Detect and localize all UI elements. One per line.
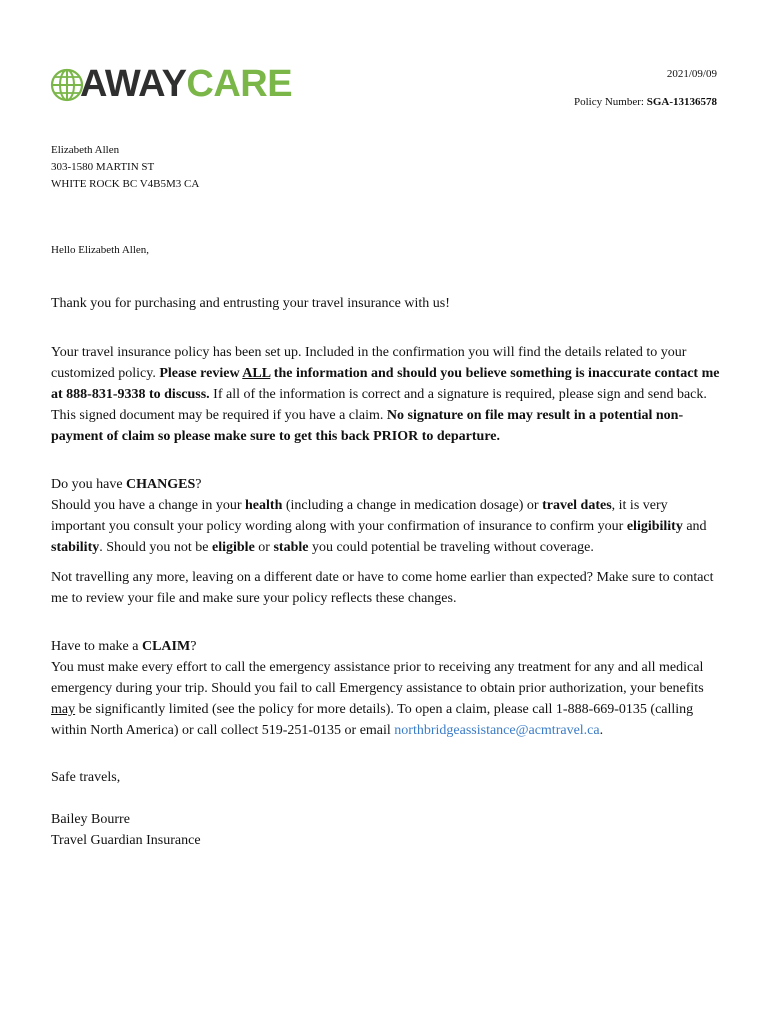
cb-9: . Should you not be <box>99 540 213 555</box>
claim-paragraph <box>51 657 721 741</box>
closing: Safe travels, <box>51 770 121 785</box>
awaycare-logo <box>50 64 292 104</box>
policy-number-value: SGA-13136578 <box>646 96 717 108</box>
assistance-email-link[interactable]: northbridgeassistance@acmtravel.ca <box>394 723 600 738</box>
changes-text-a: Do you have <box>51 477 127 492</box>
greeting: Hello Elizabeth Allen, <box>51 244 150 256</box>
cl-may: may <box>51 702 76 717</box>
changes-paragraph <box>51 495 721 558</box>
p1-bold-d: the information and should you believe something is inaccurate contact me at 888-831-9338 to discuss. <box>51 366 720 402</box>
letter-body <box>51 240 721 851</box>
cb-7: and <box>682 519 707 534</box>
claim-heading <box>51 636 721 657</box>
cb-11: or <box>254 540 274 555</box>
travelling-paragraph: Not travelling any more, leaving on a different date or have to come home earlier than expected? Make sure to contact me to review your file and make sure your policy reflects these changes. <box>51 570 714 606</box>
changes-heading <box>51 474 721 495</box>
cb-health: health <box>245 498 283 513</box>
letter-header <box>574 68 717 108</box>
recipient-name: Elizabeth Allen <box>51 144 120 156</box>
p1-text-e: If all of the information is correct and a signature is required, please sign and send back. This signed document may be required if you have a claim. <box>51 387 707 423</box>
globe-icon <box>50 68 84 102</box>
recipient-address <box>51 142 199 193</box>
cb-13: you could potential be traveling without coverage. <box>308 540 594 555</box>
cb-eligible: eligible <box>212 540 255 555</box>
p1-bold-f: No signature on file may result in a potential non-payment of claim so please make sure to get this back PRIOR to departure. <box>51 408 684 444</box>
claim-text-c: ? <box>190 639 197 654</box>
claim-bold: CLAIM <box>141 639 191 654</box>
policy-label: Policy Number: <box>574 96 647 108</box>
p1-text-a: Your travel insurance policy has been set up. Included in the confirmation you will find the details related to your customized policy. <box>51 345 687 381</box>
logo-away-text: AWAY <box>80 63 187 105</box>
thanks-line: Thank you for purchasing and entrusting your travel insurance with us! <box>51 296 450 311</box>
cb-travel-dates: travel dates <box>542 498 612 513</box>
cl-1: You must make every effort to call the emergency assistance prior to receiving any treatment for any and all medical emergency during your trip. Should you fail to call Emergency assistance to obtain prior authorization, your benefits <box>51 660 704 696</box>
cb-5: , it is very important you consult your policy wording along with your confirmation of insurance to confirm your <box>51 498 668 534</box>
cl-3: be significantly limited (see the policy for more details). To open a claim, please call 1-888-669-0135 (calling within North America) or call collect 519-251-0135 or email <box>51 702 694 738</box>
letter-date: 2021/09/09 <box>666 68 717 80</box>
signature-name: Bailey Bourre <box>51 812 130 827</box>
p1-underline-all: ALL <box>242 366 271 381</box>
recipient-city: WHITE ROCK BC V4B5M3 CA <box>51 178 200 190</box>
cb-eligibility: eligibility <box>626 519 683 534</box>
policy-setup-paragraph <box>51 342 721 447</box>
cb-3: (including a change in medication dosage) or <box>282 498 543 513</box>
claim-text-a: Have to make a <box>51 639 142 654</box>
cb-stable: stable <box>273 540 309 555</box>
changes-text-c: ? <box>195 477 202 492</box>
p1-bold-b: Please review <box>159 366 243 381</box>
logo-care-text: CARE <box>186 63 293 105</box>
recipient-street: 303-1580 MARTIN ST <box>51 161 155 173</box>
changes-bold: CHANGES <box>126 477 196 492</box>
cb-1: Should you have a change in your <box>51 498 246 513</box>
cb-stability: stability <box>51 540 100 555</box>
policy-number <box>574 96 717 108</box>
signature-company: Travel Guardian Insurance <box>51 833 201 848</box>
cl-4: . <box>599 723 604 738</box>
